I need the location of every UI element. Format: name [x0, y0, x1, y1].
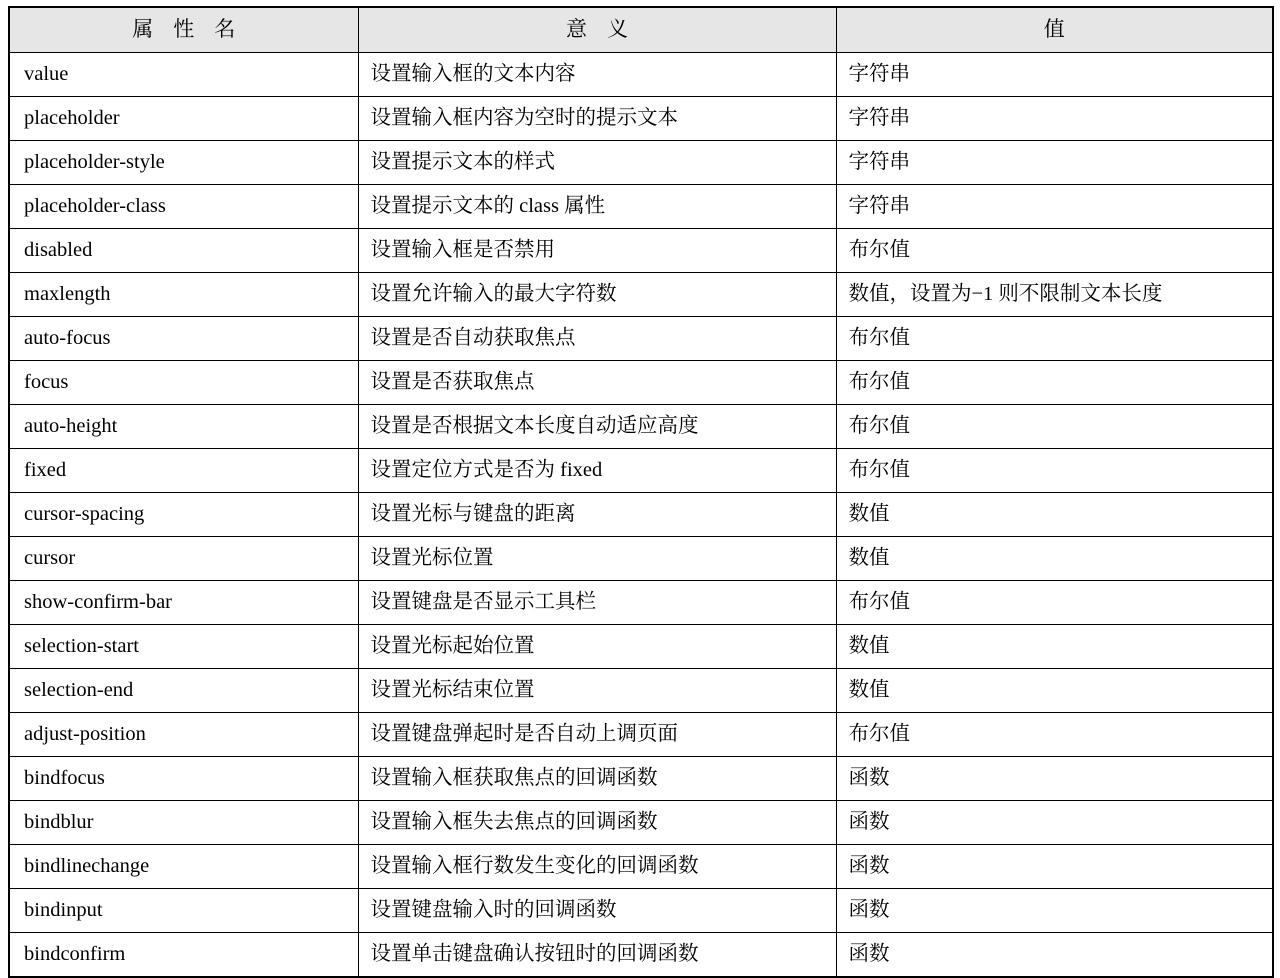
table-row — [9, 713, 1273, 757]
cell-value — [836, 581, 1273, 625]
table-row — [9, 493, 1273, 537]
cell-meaning — [358, 405, 836, 449]
table-row — [9, 845, 1273, 889]
cell-meaning-text: 设置光标位置 — [370, 547, 494, 570]
cell-value-text: 布尔值 — [848, 459, 910, 482]
cell-value — [836, 97, 1273, 141]
cell-value — [836, 361, 1273, 405]
column-header-name: 属 性 名 — [9, 7, 358, 53]
table-header — [9, 7, 1273, 53]
cell-meaning — [358, 141, 836, 185]
cell-value — [836, 801, 1273, 845]
table-row — [9, 933, 1273, 978]
cell-value — [836, 273, 1273, 317]
cell-value — [836, 713, 1273, 757]
cell-value-text: 字符串 — [848, 151, 910, 174]
cell-attribute-name — [9, 53, 358, 97]
cell-value — [836, 669, 1273, 713]
cell-value — [836, 493, 1273, 537]
attributes-table — [8, 6, 1274, 978]
cell-attribute-name — [9, 889, 358, 933]
cell-meaning-text: 设置输入框的文本内容 — [370, 63, 576, 86]
cell-value-text: 布尔值 — [848, 371, 910, 394]
cell-attribute-name — [9, 361, 358, 405]
cell-attribute-name-text: adjust-position — [24, 723, 146, 746]
cell-meaning-text: 设置是否自动获取焦点 — [370, 327, 576, 350]
cell-value-text: 字符串 — [848, 63, 910, 86]
cell-value-text: 数值，设置为−1 则不限制文本长度 — [848, 283, 1163, 306]
table-row — [9, 537, 1273, 581]
cell-attribute-name-text: placeholder-class — [24, 195, 166, 218]
cell-attribute-name — [9, 933, 358, 978]
table-row — [9, 757, 1273, 801]
cell-attribute-name — [9, 273, 358, 317]
cell-value-text: 函数 — [848, 767, 890, 790]
cell-meaning — [358, 845, 836, 889]
table-row — [9, 449, 1273, 493]
cell-meaning — [358, 317, 836, 361]
table-row — [9, 53, 1273, 97]
cell-meaning — [358, 449, 836, 493]
table-row — [9, 889, 1273, 933]
cell-value-text: 函数 — [848, 943, 890, 966]
cell-attribute-name-text: cursor — [24, 547, 76, 570]
cell-value-text: 数值 — [848, 635, 890, 658]
cell-attribute-name — [9, 625, 358, 669]
cell-attribute-name — [9, 537, 358, 581]
cell-value-text: 字符串 — [848, 107, 910, 130]
cell-value-text: 布尔值 — [848, 239, 910, 262]
cell-value — [836, 405, 1273, 449]
cell-meaning-text: 设置输入框内容为空时的提示文本 — [370, 107, 678, 130]
cell-meaning — [358, 493, 836, 537]
cell-attribute-name-text: bindfocus — [24, 767, 105, 790]
cell-attribute-name — [9, 405, 358, 449]
table-row — [9, 801, 1273, 845]
cell-meaning-text: 设置是否获取焦点 — [370, 371, 535, 394]
cell-value-text: 函数 — [848, 855, 890, 878]
cell-meaning — [358, 669, 836, 713]
cell-value-text: 函数 — [848, 811, 890, 834]
cell-attribute-name-text: auto-focus — [24, 327, 111, 350]
cell-value-text: 字符串 — [848, 195, 910, 218]
table-header-row — [9, 7, 1273, 53]
cell-meaning-text: 设置是否根据文本长度自动适应高度 — [370, 415, 699, 438]
cell-meaning-text: 设置提示文本的 class 属性 — [370, 195, 606, 218]
cell-attribute-name-text: selection-start — [24, 635, 139, 658]
cell-value-text: 布尔值 — [848, 591, 910, 614]
cell-value — [836, 625, 1273, 669]
cell-meaning-text: 设置光标结束位置 — [370, 679, 535, 702]
cell-value-text: 数值 — [848, 503, 890, 526]
cell-value — [836, 757, 1273, 801]
cell-attribute-name — [9, 581, 358, 625]
cell-value-text: 布尔值 — [848, 723, 910, 746]
cell-value — [836, 889, 1273, 933]
cell-meaning — [358, 273, 836, 317]
table-row — [9, 361, 1273, 405]
cell-attribute-name — [9, 185, 358, 229]
cell-value-text: 函数 — [848, 899, 890, 922]
cell-value-text: 数值 — [848, 547, 890, 570]
cell-attribute-name-text: show-confirm-bar — [24, 591, 173, 614]
cell-meaning-text: 设置键盘弹起时是否自动上调页面 — [370, 723, 678, 746]
cell-meaning-text: 设置输入框获取焦点的回调函数 — [370, 767, 658, 790]
cell-meaning — [358, 713, 836, 757]
cell-value — [836, 229, 1273, 273]
cell-value — [836, 449, 1273, 493]
table-row — [9, 97, 1273, 141]
cell-value — [836, 537, 1273, 581]
cell-attribute-name — [9, 845, 358, 889]
column-header-meaning: 意 义 — [358, 7, 836, 53]
cell-meaning — [358, 97, 836, 141]
cell-value — [836, 317, 1273, 361]
table-row — [9, 581, 1273, 625]
table-row — [9, 185, 1273, 229]
cell-meaning-text: 设置输入框失去焦点的回调函数 — [370, 811, 658, 834]
cell-value — [836, 53, 1273, 97]
cell-attribute-name-text: bindconfirm — [24, 943, 126, 966]
cell-meaning — [358, 537, 836, 581]
cell-attribute-name-text: maxlength — [24, 283, 111, 306]
cell-attribute-name — [9, 449, 358, 493]
table-row — [9, 669, 1273, 713]
cell-attribute-name-text: selection-end — [24, 679, 134, 702]
cell-attribute-name — [9, 713, 358, 757]
cell-meaning-text: 设置定位方式是否为 fixed — [370, 459, 603, 482]
cell-meaning — [358, 581, 836, 625]
cell-value — [836, 845, 1273, 889]
cell-value-text: 数值 — [848, 679, 890, 702]
table-row — [9, 273, 1273, 317]
cell-attribute-name-text: disabled — [24, 239, 93, 262]
cell-meaning — [358, 801, 836, 845]
cell-meaning-text: 设置提示文本的样式 — [370, 151, 555, 174]
cell-meaning-text: 设置输入框行数发生变化的回调函数 — [370, 855, 699, 878]
cell-attribute-name-text: value — [24, 63, 69, 86]
cell-value-text: 布尔值 — [848, 415, 910, 438]
cell-meaning-text: 设置光标与键盘的距离 — [370, 503, 576, 526]
table-body — [9, 53, 1273, 978]
cell-attribute-name-text: bindblur — [24, 811, 94, 834]
table-row — [9, 625, 1273, 669]
cell-attribute-name-text: bindlinechange — [24, 855, 150, 878]
cell-attribute-name — [9, 493, 358, 537]
cell-meaning-text: 设置输入框是否禁用 — [370, 239, 555, 262]
cell-meaning-text: 设置单击键盘确认按钮时的回调函数 — [370, 943, 699, 966]
cell-value — [836, 933, 1273, 978]
cell-meaning — [358, 185, 836, 229]
cell-attribute-name-text: placeholder-style — [24, 151, 165, 174]
cell-attribute-name-text: bindinput — [24, 899, 103, 922]
cell-meaning-text: 设置允许输入的最大字符数 — [370, 283, 617, 306]
cell-meaning — [358, 889, 836, 933]
cell-meaning — [358, 933, 836, 978]
cell-meaning-text: 设置键盘输入时的回调函数 — [370, 899, 617, 922]
cell-attribute-name — [9, 317, 358, 361]
cell-attribute-name — [9, 97, 358, 141]
table-row — [9, 405, 1273, 449]
cell-attribute-name — [9, 757, 358, 801]
cell-attribute-name — [9, 229, 358, 273]
cell-attribute-name-text: fixed — [24, 459, 67, 482]
cell-meaning — [358, 757, 836, 801]
cell-attribute-name-text: cursor-spacing — [24, 503, 145, 526]
cell-attribute-name — [9, 801, 358, 845]
cell-meaning — [358, 361, 836, 405]
cell-attribute-name-text: placeholder — [24, 107, 120, 130]
table-row — [9, 317, 1273, 361]
cell-value-text: 布尔值 — [848, 327, 910, 350]
cell-meaning — [358, 229, 836, 273]
cell-value — [836, 185, 1273, 229]
table-row — [9, 229, 1273, 273]
cell-attribute-name — [9, 141, 358, 185]
cell-value — [836, 141, 1273, 185]
table-row — [9, 141, 1273, 185]
cell-attribute-name-text: auto-height — [24, 415, 118, 438]
cell-attribute-name-text: focus — [24, 371, 69, 394]
cell-attribute-name — [9, 669, 358, 713]
cell-meaning — [358, 53, 836, 97]
cell-meaning-text: 设置光标起始位置 — [370, 635, 535, 658]
column-header-value: 值 — [836, 7, 1273, 53]
cell-meaning-text: 设置键盘是否显示工具栏 — [370, 591, 596, 614]
cell-meaning — [358, 625, 836, 669]
